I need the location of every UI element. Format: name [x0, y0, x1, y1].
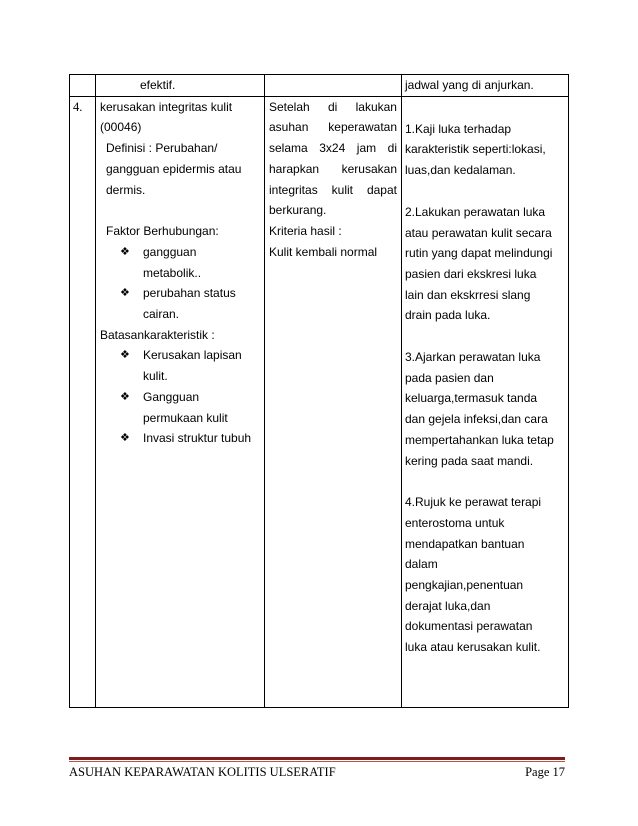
bullet-item — [100, 283, 264, 304]
tujuan-word: di — [327, 99, 338, 114]
bullet-text: Invasi struktur tubuh — [143, 431, 252, 446]
intervensi-line: luka atau kerusakan kulit. — [405, 640, 541, 655]
footer-rule-thin — [69, 761, 565, 762]
tujuan-line — [269, 117, 397, 138]
table-row — [70, 96, 569, 707]
bullet-item — [100, 242, 264, 263]
tujuan-word: 3x24 — [319, 141, 346, 156]
bullet-text: gangguan — [143, 244, 197, 259]
intervensi-line: luas,dan kedalaman. — [405, 163, 516, 178]
tujuan-word: integritas — [269, 182, 318, 197]
footer-rule-thick — [69, 757, 565, 760]
diamond-bullet-icon: ❖ — [120, 390, 130, 403]
kriteria-label: Kriteria hasil : — [269, 223, 342, 238]
bullet-text: perubahan status — [143, 286, 236, 301]
definition-line: Definisi : Perubahan/ — [106, 141, 218, 156]
tujuan-word: Setelah — [269, 99, 310, 114]
page-number: Page 17 — [525, 765, 565, 779]
tujuan-line — [269, 97, 397, 118]
tujuan-word: harapkan — [269, 161, 320, 176]
intervensi-line: atau perawatan kulit secara — [405, 225, 552, 240]
spacer — [405, 326, 568, 347]
tujuan-word: selama — [269, 141, 308, 156]
cell-tujuan — [265, 96, 402, 707]
cell-intervensi — [402, 96, 569, 707]
tujuan-line — [269, 180, 397, 201]
bullet-text-cont: metabolik.. — [143, 265, 202, 280]
bullet-text-cont: cairan. — [143, 307, 180, 322]
diamond-bullet-icon: ❖ — [120, 287, 130, 300]
intervensi-line: pada pasien dan — [405, 370, 494, 385]
intervensi-line: mempertahankan luka tetap — [405, 432, 554, 447]
bullet-text-cont: kulit. — [143, 369, 168, 384]
intervensi-line: 1.Kaji luka terhadap — [405, 121, 512, 136]
spacer — [100, 200, 264, 221]
table-row — [70, 75, 569, 97]
prev-intervensi-text: jadwal yang di anjurkan. — [405, 78, 534, 92]
cell-diagnosis — [96, 96, 265, 707]
diamond-bullet-icon: ❖ — [120, 245, 130, 258]
intervensi-line: 3.Ajarkan perawatan luka — [405, 350, 541, 365]
cell-number — [70, 96, 96, 707]
row-number: 4. — [73, 99, 83, 114]
spacer — [405, 98, 568, 119]
tujuan-word: kulit — [331, 182, 353, 197]
intervensi-line: keluarga,termasuk tanda — [405, 391, 538, 406]
tujuan-word: di — [387, 141, 397, 156]
intervensi-line: 2.Lakukan perawatan luka — [405, 204, 546, 219]
intervensi-line: karakteristik seperti:lokasi, — [405, 142, 546, 157]
intervensi-line: drain pada luka. — [405, 308, 491, 323]
diamond-bullet-icon: ❖ — [120, 349, 130, 362]
intervensi-line: pengkajian,penentuan — [405, 578, 524, 593]
faktor-label: Faktor Berhubungan: — [106, 224, 219, 239]
diagnosis-title-line: (00046) — [100, 120, 142, 135]
footer-title: ASUHAN KEPARAWATAN KOLITIS ULSERATIF — [69, 765, 336, 779]
bullet-item — [100, 387, 264, 408]
intervensi-line: mendapatkan bantuan — [405, 536, 525, 551]
intervensi-line: dan gejela infeksi,dan cara — [405, 412, 548, 427]
tujuan-word: lakukan — [355, 99, 397, 114]
intervensi-line: dokumentasi perawatan — [405, 619, 533, 634]
cell-diagnosis-prev — [96, 75, 265, 97]
definition-line: dermis. — [106, 182, 146, 197]
tujuan-word: kerusakan — [341, 161, 397, 176]
intervensi-line: rutin yang dapat melindungi — [405, 246, 553, 261]
diamond-bullet-icon: ❖ — [120, 432, 130, 445]
diagnosis-title-line: kerusakan integritas kulit — [100, 99, 233, 114]
intervensi-line: dalam — [405, 557, 438, 572]
bullet-text: Gangguan — [143, 389, 200, 404]
spacer — [405, 181, 568, 202]
tujuan-line — [269, 138, 397, 159]
intervensi-line: 4.Rujuk ke perawat terapi — [405, 495, 542, 510]
kriteria-value: Kulit kembali normal — [269, 244, 378, 259]
bullet-text-cont: permukaan kulit — [143, 410, 228, 425]
tujuan-word: keperawatan — [328, 120, 397, 135]
batasan-label: Batasankarakteristik : — [100, 327, 215, 342]
bullet-item — [100, 428, 264, 449]
tujuan-word: dapat — [366, 182, 397, 197]
spacer — [405, 471, 568, 492]
cell-intervensi-prev — [402, 75, 569, 97]
bullet-item — [100, 345, 264, 366]
definition-line: gangguan epidermis atau — [106, 161, 242, 176]
tujuan-word: asuhan — [269, 120, 309, 135]
cell-tujuan-prev — [265, 75, 402, 97]
intervensi-line: pasien dari ekskresi luka — [405, 266, 537, 281]
prev-diagnosis-text: efektif. — [140, 78, 176, 92]
care-plan-table — [69, 74, 569, 708]
intervensi-line: derajat luka,dan — [405, 598, 491, 613]
tujuan-line — [269, 159, 397, 180]
tujuan-line-last: berkurang. — [269, 203, 327, 218]
cell-number-prev — [70, 75, 96, 97]
tujuan-word: jam — [356, 141, 377, 156]
intervensi-line: kering pada saat mandi. — [405, 453, 534, 468]
intervensi-line: lain dan ekskrresi slang — [405, 287, 531, 302]
intervensi-line: enterostoma untuk — [405, 515, 505, 530]
bullet-text: Kerusakan lapisan — [143, 348, 242, 363]
